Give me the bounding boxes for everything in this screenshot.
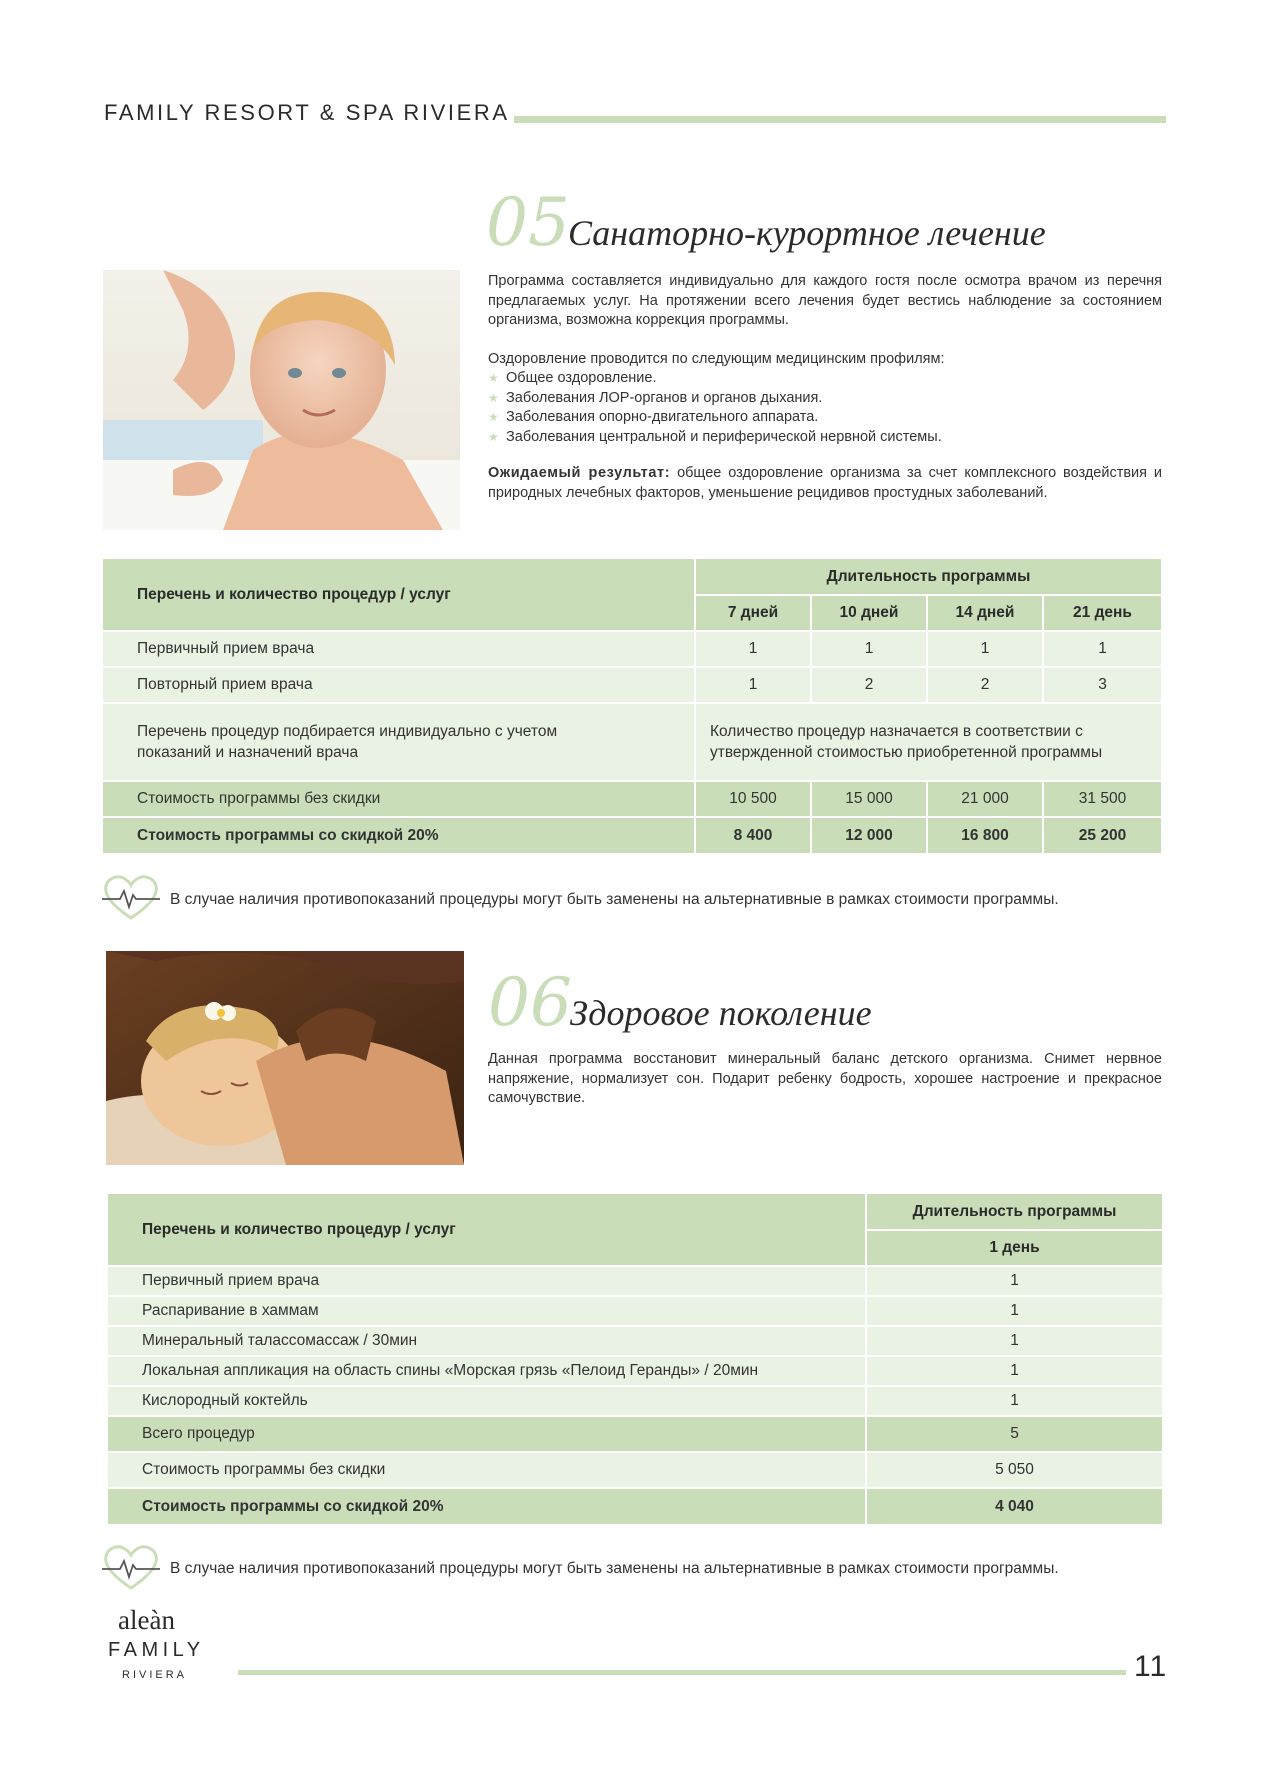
table-row: Стоимость программы без скидки 10 500 15 000 21 000 31 500	[103, 781, 1161, 817]
list-item: ★ Заболевания ЛОР-органов и органов дыхания.	[488, 389, 1162, 409]
duration-header: Длительность программы	[695, 559, 1161, 595]
table-row: Стоимость программы со скидкой 20% 4 040	[108, 1488, 1162, 1524]
heart-pulse-icon	[100, 872, 162, 922]
table-row: Локальная аппликация на область спины «Морская грязь «Пелоид Геранды» / 20мин 1	[108, 1356, 1162, 1386]
list-item: ★ Заболевания опорно-двигательного аппарата.	[488, 408, 1162, 428]
section6-number: 06	[488, 964, 572, 1041]
section5-profiles-heading: Оздоровление проводится по следующим медицинским профилям:	[488, 351, 945, 367]
section5-table	[103, 559, 1161, 853]
table-row: Повторный прием врача 1 2 2 3	[103, 667, 1161, 703]
table-col-header: Перечень и количество процедур / услуг	[108, 1194, 866, 1266]
heart-pulse-icon	[100, 1542, 162, 1592]
section5-intro: Программа составляется индивидуально для каждого гостя после осмотра врачом из перечня предлагаемых услуг. На протяжении всего лечения будет вестись наблюдение за состоянием организма, возможна коррекция программы.	[488, 273, 1162, 328]
list-item: ★ Общее оздоровление.	[488, 369, 1162, 389]
logo-riviera: RIVIERA	[122, 1669, 188, 1681]
footer-rule	[238, 1670, 1126, 1675]
header-rule	[514, 116, 1166, 123]
section6-intro: Данная программа восстановит минеральный баланс детского организма. Снимет нервное напряжение, нормализует сон. Подарит ребенку бодрость, хорошее настроение и прекрасное самочувствие.	[488, 1051, 1162, 1106]
section5-note: В случае наличия противопоказаний процедуры могут быть заменены на альтернативные в рамках стоимости программы.	[170, 891, 1059, 908]
child-back-massage-photo-icon	[106, 951, 464, 1165]
section5-photo	[103, 270, 460, 530]
section5-number: 05	[486, 184, 570, 261]
table-row: Первичный прием врача 1 1 1 1	[103, 631, 1161, 667]
table-row: Всего процедур 5	[108, 1416, 1162, 1452]
result-label: Ожидаемый результат:	[488, 465, 671, 481]
list-item: ★ Заболевания центральной и периферической нервной системы.	[488, 428, 1162, 448]
table-row: Первичный прием врача 1	[108, 1266, 1162, 1296]
duration-14: 14 дней	[927, 595, 1043, 631]
duration-21: 21 день	[1043, 595, 1161, 631]
duration-1: 1 день	[866, 1230, 1162, 1266]
table-row: Перечень процедур подбирается индивидуально с учетом показаний и назначений врача Количество процедур назначается в соответствии с утвержденной стоимостью приобретенной программы	[103, 703, 1161, 781]
table-row: Стоимость программы без скидки 5 050	[108, 1452, 1162, 1488]
section5-title: Санаторно-курортное лечение	[568, 213, 1046, 253]
duration-7: 7 дней	[695, 595, 811, 631]
duration-header: Длительность программы	[866, 1194, 1162, 1230]
section6-table	[108, 1194, 1162, 1524]
logo-alean: aleàn	[118, 1605, 175, 1635]
header-title: FAMILY RESORT & SPA RIVIERA	[104, 100, 510, 125]
child-massage-photo-icon	[103, 270, 460, 530]
page-number: 11	[1134, 1650, 1168, 1683]
section5-profiles-list	[488, 369, 1162, 447]
table-row: Кислородный коктейль 1	[108, 1386, 1162, 1416]
section6-note: В случае наличия противопоказаний процедуры могут быть заменены на альтернативные в рамках стоимости программы.	[170, 1560, 1059, 1577]
logo-family: FAMILY	[108, 1639, 205, 1661]
section6-title: Здоровое поколение	[570, 993, 872, 1033]
table-row: Распаривание в хаммам 1	[108, 1296, 1162, 1326]
table-col-header: Перечень и количество процедур / услуг	[103, 559, 695, 631]
result-text: общее оздоровление организма за счет комплексного воздействия и природных лечебных факторов, уменьшение рецидивов простудных заболеваний.	[488, 465, 1163, 501]
section5-result	[488, 464, 1162, 503]
table-row: Стоимость программы со скидкой 20% 8 400 12 000 16 800 25 200	[103, 817, 1161, 853]
duration-10: 10 дней	[811, 595, 927, 631]
table-row: Минеральный талассомассаж / 30мин 1	[108, 1326, 1162, 1356]
section6-photo	[106, 951, 464, 1165]
